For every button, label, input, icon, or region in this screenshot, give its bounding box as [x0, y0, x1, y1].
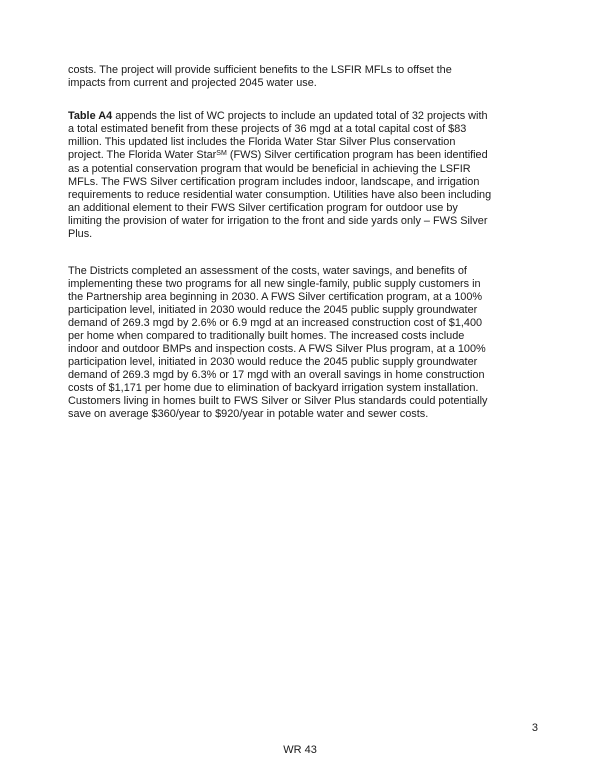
text-line [68, 408, 538, 421]
text-line [68, 265, 538, 278]
text-segment: indoor and outdoor BMPs and inspection costs. A FWS Silver Plus program, at a 100% [68, 343, 486, 355]
text-block [68, 64, 538, 421]
text-segment: demand of 269.3 mgd by 2.6% or 6.9 mgd at an increased construction cost of $1,400 [68, 317, 483, 329]
text-segment: implementing these two programs for all new single-family, public supply customers in [68, 278, 481, 290]
text-segment: appends the list of WC projects to include an updated total of 32 projects with [112, 110, 488, 122]
text-line [68, 64, 538, 77]
paragraph-2 [68, 110, 538, 241]
text-line [68, 343, 538, 356]
text-line [68, 110, 538, 123]
text-line [68, 304, 538, 317]
superscript-text: SM [216, 149, 227, 157]
bold-text: Table A4 [68, 110, 113, 122]
text-line [68, 369, 538, 382]
text-line [68, 278, 538, 291]
text-line [68, 330, 538, 343]
text-segment: per home when compared to traditionally built homes. The increased costs include [68, 330, 465, 342]
paragraph-1 [68, 64, 538, 90]
text-segment: Customers living in homes built to FWS Silver or Silver Plus standards could potentially [68, 395, 488, 407]
text-segment: as a potential conservation program that would be beneficial in achieving the LSFIR [68, 163, 471, 175]
text-line [68, 317, 538, 330]
text-line [68, 202, 538, 215]
text-segment: project. The Florida Water Star [68, 149, 217, 161]
text-line [68, 356, 538, 369]
text-segment: costs of $1,171 per home due to elimination of backyard irrigation system installation. [68, 382, 479, 394]
text-segment: MFLs. The FWS Silver certification program includes indoor, landscape, and irrigation [68, 176, 480, 188]
text-line [68, 149, 538, 163]
text-segment: (FWS) Silver certification program has been identified [226, 149, 488, 161]
text-line [68, 123, 538, 136]
text-segment: participation level, initiated in 2030 would reduce the 2045 public supply groundwater [68, 356, 478, 368]
text-line [68, 395, 538, 408]
paragraph-3 [68, 265, 538, 421]
text-segment: limiting the provision of water for irrigation to the front and side yards only – FWS Silver [68, 215, 488, 227]
text-line [68, 136, 538, 149]
text-segment: million. This updated list includes the Florida Water Star Silver Plus conservation [68, 136, 456, 148]
text-segment: The Districts completed an assessment of the costs, water savings, and benefits of [68, 265, 467, 277]
text-segment: participation level, initiated in 2030 would reduce the 2045 public supply groundwater [68, 304, 478, 316]
text-segment: a total estimated benefit from these projects of 36 mgd at a total capital cost of $83 [68, 123, 467, 135]
text-segment: save on average $360/year to $920/year in potable water and sewer costs. [68, 408, 429, 420]
text-segment: an additional element to their FWS Silver certification program for outdoor use by [68, 202, 458, 214]
text-segment: impacts from current and projected 2045 water use. [68, 77, 317, 89]
text-segment: requirements to reduce residential water consumption. Utilities have also been including [68, 189, 492, 201]
text-line [68, 163, 538, 176]
footer-text: WR 43 [283, 744, 317, 756]
text-segment: demand of 269.3 mgd by 6.3% or 17 mgd with an overall savings in home construction [68, 369, 485, 381]
text-line [68, 215, 538, 228]
text-line [68, 382, 538, 395]
text-segment: Plus. [68, 228, 93, 240]
text-line [68, 291, 538, 304]
text-line [68, 77, 538, 90]
text-line [68, 176, 538, 189]
page-number: 3 [531, 722, 538, 734]
text-line [68, 189, 538, 202]
text-segment: costs. The project will provide sufficient benefits to the LSFIR MFLs to offset the [68, 64, 452, 76]
text-line [68, 228, 538, 241]
text-segment: the Partnership area beginning in 2030. A FWS Silver certification program, at a 100% [68, 291, 483, 303]
